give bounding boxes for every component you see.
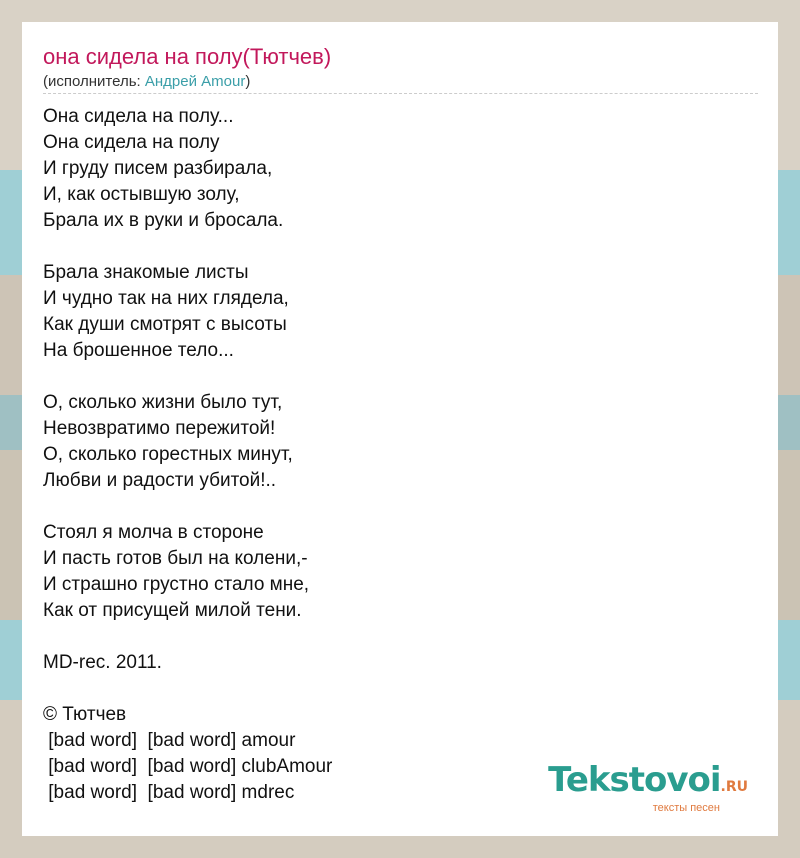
lyrics-text xyxy=(43,104,743,806)
lyric-line: Брала знакомые листы xyxy=(43,262,249,283)
lyric-line xyxy=(43,234,743,260)
lyric-line: Брала их в руки и бросала. xyxy=(43,210,284,231)
lyric-line: Она сидела на полу... xyxy=(43,106,234,127)
song-title: она сидела на полу(Тютчев) xyxy=(43,44,332,69)
lyric-line xyxy=(43,364,743,390)
lyric-line: [bad word] [bad word] amour xyxy=(43,730,296,751)
lyric-line: И чудно так на них глядела, xyxy=(43,288,289,309)
lyric-line: Невозвратимо пережитой! xyxy=(43,418,276,439)
performer-line xyxy=(43,73,250,90)
performer-link[interactable]: Андрей Amour xyxy=(144,73,246,90)
logo-tagline: тексты песен xyxy=(652,802,720,814)
lyric-line: Она сидела на полу xyxy=(43,132,220,153)
lyric-line: [bad word] [bad word] mdrec xyxy=(43,782,295,803)
lyric-line: Как от присущей милой тени. xyxy=(43,600,302,621)
lyric-line: [bad word] [bad word] clubAmour xyxy=(43,756,333,777)
lyric-line: Любви и радости убитой!.. xyxy=(43,470,277,491)
lyric-line: MD-rec. 2011. xyxy=(43,652,162,673)
divider xyxy=(43,93,758,94)
lyric-line: О, сколько жизни было тут, xyxy=(43,392,283,413)
lyric-line xyxy=(43,624,743,650)
lyric-line: Стоял я молча в стороне xyxy=(43,522,264,543)
site-logo[interactable] xyxy=(548,760,748,814)
lyric-line: Как души смотрят с высоты xyxy=(43,314,287,335)
logo-tld: .RU xyxy=(720,779,748,795)
performer-prefix: (исполнитель: xyxy=(43,73,145,90)
lyrics-card xyxy=(22,22,778,836)
logo-name: Tekstovoi xyxy=(548,760,721,800)
lyric-line: И груду писем разбирала, xyxy=(43,158,273,179)
lyric-line: © Тютчев xyxy=(43,704,127,725)
lyric-line: О, сколько горестных минут, xyxy=(43,444,293,465)
lyric-line xyxy=(43,676,743,702)
lyric-line: И пасть готов был на колени,- xyxy=(43,548,308,569)
lyric-line: И страшно грустно стало мне, xyxy=(43,574,310,595)
lyric-line xyxy=(43,494,743,520)
lyric-line: И, как остывшую золу, xyxy=(43,184,240,205)
lyric-line: На брошенное тело... xyxy=(43,340,234,361)
performer-suffix: ) xyxy=(245,73,251,90)
